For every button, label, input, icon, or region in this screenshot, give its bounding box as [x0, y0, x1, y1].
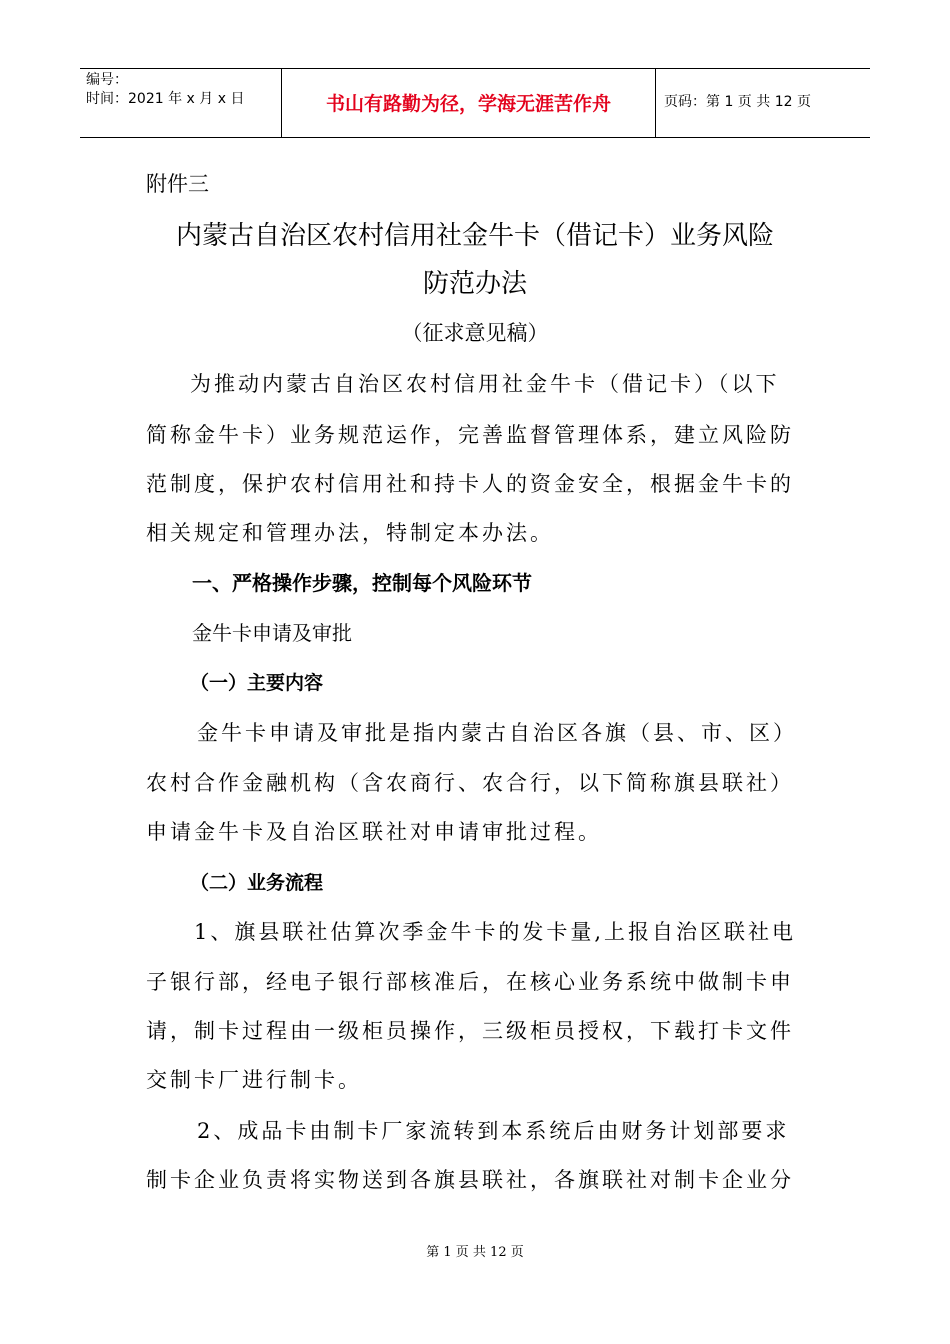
body-line: 制卡企业负责将实物送到各旗县联社，各旗联社对制卡企业分	[146, 1168, 794, 1192]
header-page-cell	[656, 69, 870, 137]
intro-line: 为推动内蒙古自治区农村信用社金牛卡（借记卡）（以下	[190, 372, 780, 396]
header-date: 时间：2021 年 x 月 x 日	[86, 91, 245, 107]
body-line: 申请金牛卡及自治区联社对申请审批过程。	[146, 820, 602, 844]
header-motto-cell	[282, 69, 656, 137]
header-number-label: 编号：	[86, 72, 128, 88]
body-line: 金牛卡申请及审批是指内蒙古自治区各旗（县、市、区）	[197, 721, 797, 745]
body-line: 请，制卡过程由一级柜员操作，三级柜员授权，下载打卡文件	[146, 1019, 794, 1043]
body-line: 交制卡厂进行制卡。	[146, 1068, 362, 1092]
document-title-line-2: 防范办法	[422, 269, 527, 299]
page-footer: 第 1 页 共 12 页	[426, 1245, 524, 1260]
intro-line: 范制度，保护农村信用社和持卡人的资金安全，根据金牛卡的	[146, 472, 794, 496]
document-subtitle: （征求意见稿）	[401, 321, 549, 345]
body-line: 子银行部，经电子银行部核准后，在核心业务系统中做制卡申	[146, 970, 794, 994]
intro-line: 相关规定和管理办法，特制定本办法。	[146, 521, 554, 545]
body-line: 农村合作金融机构（含农商行、农合行，以下简称旗县联社）	[146, 771, 794, 795]
document-header	[80, 68, 870, 138]
header-page-info: 页码：第 1 页 共 12 页	[664, 94, 811, 110]
body-line: 1、旗县联社估算次季金牛卡的发卡量,上报自治区联社电	[194, 920, 797, 944]
document-title-line-1: 内蒙古自治区农村信用社金牛卡（借记卡）业务风险	[175, 221, 774, 251]
attachment-label: 附件三	[146, 172, 209, 196]
subsection-heading: 金牛卡申请及审批	[192, 621, 352, 645]
intro-line: 简称金牛卡）业务规范运作，完善监督管理体系，建立风险防	[146, 423, 794, 447]
section-heading-1: 一、严格操作步骤，控制每个风险环节	[192, 571, 532, 595]
header-motto: 书山有路勤为径，学海无涯苦作舟	[325, 93, 611, 115]
part-heading-2: （二）业务流程	[190, 872, 324, 894]
header-meta-cell	[80, 69, 282, 137]
part-heading-1: （一）主要内容	[190, 672, 324, 694]
body-line: 2、成品卡由制卡厂家流转到本系统后由财务计划部要求	[197, 1119, 790, 1143]
